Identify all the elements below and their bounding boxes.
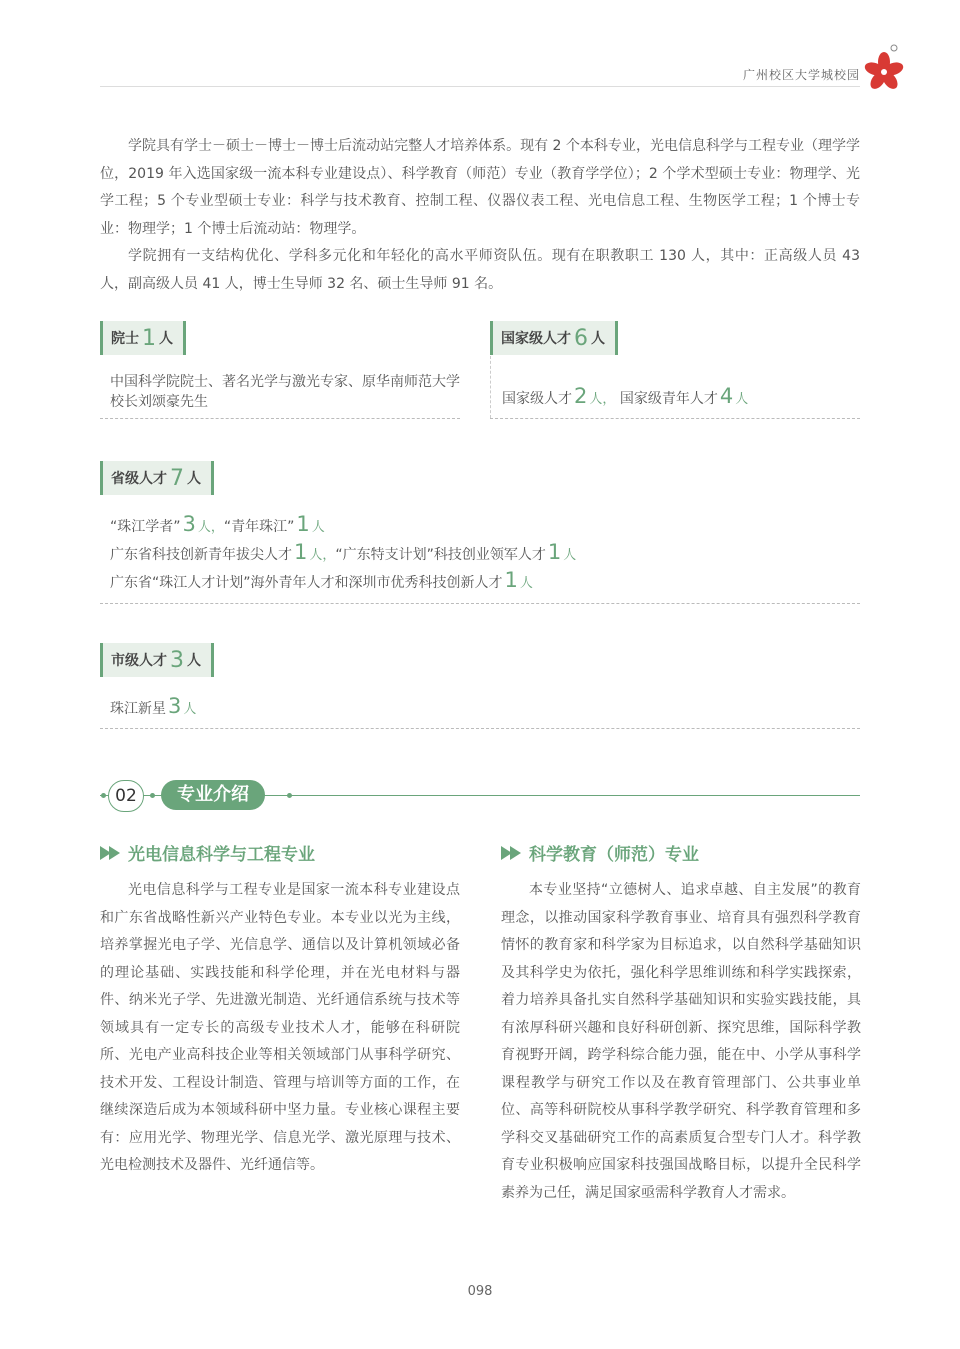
divider	[490, 418, 860, 419]
provincial-tag	[100, 461, 214, 495]
municipal-line-unit: 人	[183, 702, 197, 717]
academician-desc: 中国科学院院士、著名光学与激光专家、原华南师范大学校长刘颂豪先生	[110, 374, 460, 410]
provincial-line-3	[110, 568, 533, 592]
national-a-unit: 人，	[589, 392, 616, 407]
provincial-line-3-u1: 人	[519, 576, 533, 591]
provincial-unit: 人	[187, 471, 201, 487]
provincial-line-1-u1: 人，	[197, 520, 224, 535]
provincial-line-1-mid: “青年珠江”	[223, 519, 295, 535]
provincial-line-1-u2: 人	[311, 520, 325, 535]
intro-paragraph-1: 学院具有学士－硕士－博士－博士后流动站完整人才培养体系。现有 2 个本科专业，光电信息科学与工程专业（理学学位，2019 年入选国家级一流本科专业建设点）、科学教育（师范）专业（教育学学位）；2 个学术型硕士专业：物理学、光学工程；5 个专业型硕士专业：科学与技术教育、控制工程、仪器仪表工程、光电信息工程、生物医学工程；1 个博士专业：物理学；1 个博士后流动站：物理学。	[100, 138, 860, 237]
provincial-line-2-u2: 人	[563, 548, 577, 563]
double-arrow-icon	[501, 846, 521, 860]
academician-unit: 人	[159, 331, 173, 347]
provincial-line-1-n2: 1	[296, 512, 310, 536]
national-count: 6	[574, 325, 588, 351]
national-b-num: 4	[719, 384, 734, 408]
municipal-line-pre: 珠江新星	[110, 701, 166, 717]
academician-tag	[100, 321, 186, 355]
major-2-title: 科学教育（师范）专业	[529, 845, 699, 865]
national-detail	[502, 384, 748, 408]
national-a-num: 2	[574, 384, 588, 408]
major-1-title: 光电信息科学与工程专业	[128, 845, 315, 865]
major-2-body	[501, 877, 861, 1207]
provincial-line-2	[110, 540, 576, 564]
section-dot	[287, 793, 292, 798]
provincial-line-3-pre: 广东省“珠江人才计划”海外青年人才和深圳市优秀科技创新人才	[110, 575, 503, 591]
municipal-tag	[100, 643, 214, 677]
national-tag	[490, 321, 618, 355]
provincial-line-2-mid: “广东特支计划”科技创业领军人才	[335, 547, 546, 563]
divider	[490, 356, 491, 418]
provincial-line-3-n1: 1	[504, 568, 518, 592]
provincial-line-2-u1: 人，	[309, 548, 336, 563]
intro-paragraph-2: 学院拥有一支结构优化、学科多元化和年轻化的高水平师资队伍。现有在职教职工 130 人，其中：正高级人员 43 人，副高级人员 41 人，博士生导师 32 名、硕士生导师 91 名。	[100, 248, 860, 292]
intro-text	[100, 133, 860, 298]
provincial-line-2-pre: 广东省科技创新青年拔尖人才	[110, 547, 292, 563]
provincial-line-1-n1: 3	[182, 512, 196, 536]
divider	[100, 418, 460, 419]
major-1-text: 光电信息科学与工程专业是国家一流本科专业建设点和广东省战略性新兴产业特色专业。本专业以光为主线，培养掌握光电子学、光信息学、通信以及计算机领域必备的理论基础、实践技能和科学伦理，并在光电材料与器件、纳米光子学、先进激光制造、光纤通信系统与技术等领域具有一定专长的高级专业技术人才，能够在科研院所、光电产业高科技企业等相关领域部门从事科学研究、技术开发、工程设计制造、管理与培训等方面的工作，在继续深造后成为本领域科研中坚力量。专业核心课程主要有：应用光学、物理光学、信息光学、激光原理与技术、光电检测技术及器件、光纤通信等。	[100, 882, 460, 1173]
major-2-heading	[501, 840, 699, 865]
provincial-line-1-pre: “珠江学者”	[110, 519, 181, 535]
municipal-line-num: 3	[168, 694, 182, 718]
major-2-text: 本专业坚持“立德树人、追求卓越、自主发展”的教育理念，以推动国家科学教育事业、培育具有强烈科学教育情怀的教育家和科学家为目标追求，以自然科学基础知识及其科学史为依托，强化科学思维训练和科学实践探索，着力培养具备扎实自然科学基础知识和实验实践技能，具有浓厚科研兴趣和良好科研创新、探究思维，国际科学教育视野开阔，跨学科综合能力强，能在中、小学从事科学课程教学与研究工作以及在教育管理部门、公共事业单位、高等科研院校从事科学教学研究、科学教育管理和多学科交叉基础研究工作的高素质复合型专门人才。科学教育专业积极响应国家科技强国战略目标，以提升全民科学素养为己任，满足国家亟需科学教育人才需求。	[501, 882, 861, 1201]
national-b-label: 国家级青年人才	[619, 391, 718, 407]
section-dot	[150, 793, 155, 798]
flower-logo-icon	[862, 42, 906, 92]
major-1-heading	[100, 840, 315, 865]
page-number: 098	[467, 1284, 493, 1299]
divider	[100, 603, 860, 604]
municipal-label: 市级人才	[111, 653, 167, 669]
municipal-line	[110, 694, 196, 718]
municipal-count: 3	[170, 647, 184, 673]
national-label: 国家级人才	[501, 331, 571, 347]
double-arrow-icon	[100, 846, 120, 860]
major-1-body	[100, 877, 460, 1180]
provincial-line-2-n1: 1	[294, 540, 308, 564]
header-rule	[100, 86, 860, 87]
national-a-label: 国家级人才	[502, 391, 572, 407]
municipal-unit: 人	[187, 653, 201, 669]
academician-count: 1	[142, 325, 156, 351]
campus-label: 广州校区大学城校园	[742, 68, 860, 82]
section-title: 专业介绍	[161, 780, 265, 810]
national-b-unit: 人	[735, 392, 749, 407]
provincial-count: 7	[170, 465, 184, 491]
national-unit: 人	[591, 331, 605, 347]
section-number: 02	[108, 780, 144, 812]
provincial-line-2-n2: 1	[547, 540, 562, 564]
provincial-line-1	[110, 512, 325, 536]
provincial-label: 省级人才	[111, 471, 167, 487]
divider	[100, 728, 860, 729]
academician-label: 院士	[111, 331, 139, 347]
section-dot	[101, 793, 106, 798]
